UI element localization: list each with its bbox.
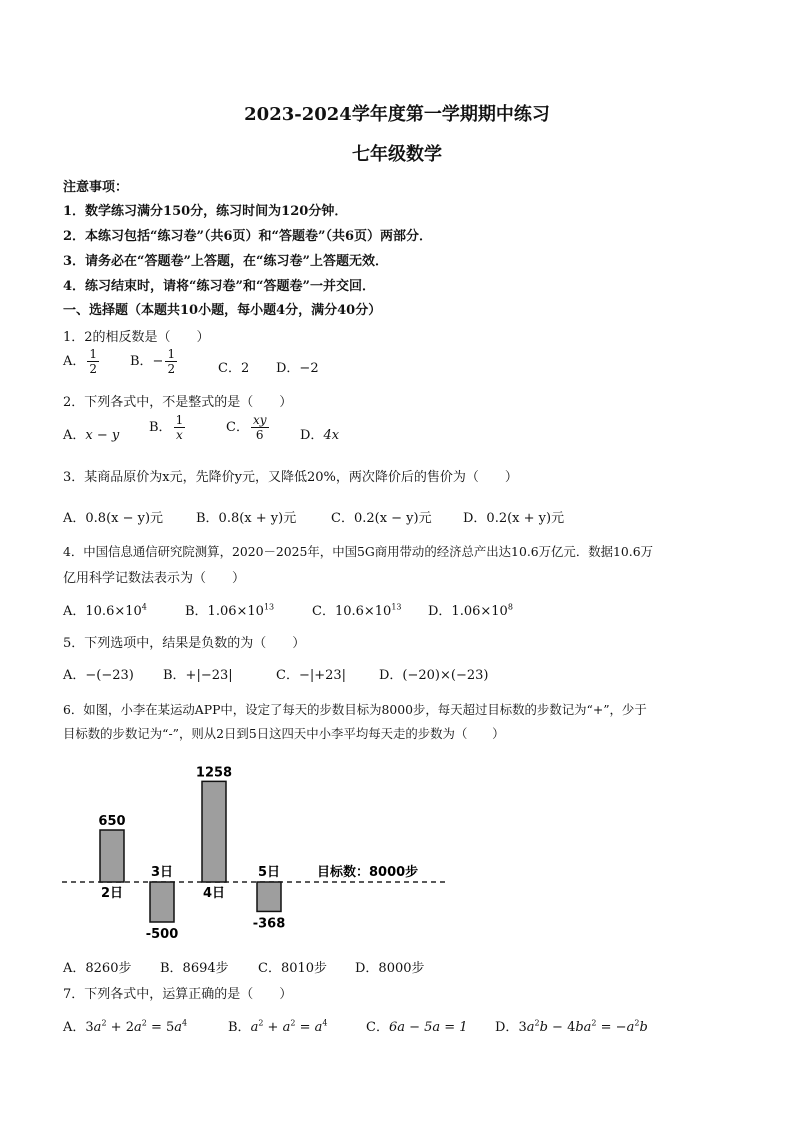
question-1-stem: 1．2的相反数是（ ） bbox=[63, 330, 210, 345]
numerator: 1 bbox=[167, 347, 176, 361]
question-3-stem: 3．某商品原价为x元，先降价y元，又降低20%，两次降价后的售价为（ ） bbox=[63, 470, 518, 485]
q7-option-b: B．$a^2 + a^2 = a^4$ bbox=[228, 1018, 328, 1035]
exponent: 13 bbox=[391, 602, 402, 612]
q4-option-b bbox=[185, 600, 274, 619]
q6-option-b: B．8694步 bbox=[160, 961, 229, 976]
bar-value-label: -500 bbox=[145, 927, 179, 942]
bar-category-label: 3日 bbox=[150, 865, 174, 880]
exponent: 8 bbox=[507, 602, 513, 612]
q3-option-b: B．0.8(x + y)元 bbox=[196, 511, 297, 526]
question-4-stem: 4．中国信息通信研究院测算，2020－2025年，中国5G商用带动的经济总产出达10.6万亿元．数据10.6万 bbox=[63, 544, 653, 559]
q4-option-d bbox=[428, 600, 513, 619]
q5-option-c: C．−|+23| bbox=[276, 668, 347, 683]
option-label: A． bbox=[63, 428, 86, 443]
q2-option-a bbox=[63, 424, 119, 443]
q6-option-a: A．8260步 bbox=[63, 961, 132, 976]
q1-option-c: C．2 bbox=[218, 361, 250, 376]
question-5-stem: 5．下列选项中，结果是负数的为（ ） bbox=[63, 636, 306, 651]
q7-option-a: A．$3a^2 + 2a^2 = 5a^4$ bbox=[63, 1018, 188, 1035]
notes-heading: 注意事项： bbox=[63, 180, 129, 195]
q1-option-b bbox=[130, 347, 179, 376]
option-label: D． bbox=[495, 1020, 519, 1035]
q7-option-d: D．$3a^2b - 4ba^2 = -a^2b$ bbox=[495, 1018, 648, 1035]
q3-option-d: D．0.2(x + y)元 bbox=[463, 511, 565, 526]
fraction bbox=[165, 347, 177, 376]
q6-option-c: C．8010步 bbox=[258, 961, 328, 976]
option-label: A． bbox=[63, 1020, 86, 1035]
bar-2 bbox=[150, 882, 174, 922]
option-base: B．1.06×10 bbox=[185, 604, 264, 619]
denominator: 6 bbox=[255, 428, 264, 442]
expression: x − y bbox=[85, 428, 120, 443]
fraction bbox=[174, 413, 186, 442]
q4-option-c bbox=[312, 600, 402, 619]
q4-option-a bbox=[63, 600, 147, 619]
question-7-stem: 7．下列各式中，运算正确的是（ ） bbox=[63, 987, 293, 1002]
note-item: 1．数学练习满分150分，练习时间为120分钟． bbox=[63, 204, 348, 219]
q5-option-d: D．(−20)×(−23) bbox=[379, 668, 489, 683]
q2-option-d bbox=[300, 424, 339, 443]
bar-value-label: -368 bbox=[252, 916, 286, 932]
denominator: x bbox=[175, 428, 183, 442]
option-label: C． bbox=[226, 420, 249, 435]
question-6-stem: 6．如图，小李在某运动APP中，设定了每天的步数目标为8000步，每天超过目标数的步数记为“+”，少于 bbox=[63, 702, 647, 717]
q5-option-a: A．−(−23) bbox=[63, 668, 134, 683]
bar-3 bbox=[202, 781, 226, 882]
page-subtitle: 七年级数学 bbox=[352, 144, 442, 165]
option-label: A． bbox=[63, 354, 86, 369]
numerator: 1 bbox=[175, 413, 184, 427]
note-item: 3．请务必在“答题卷”上答题，在“练习卷”上答题无效． bbox=[63, 254, 388, 269]
q5-option-b: B．+|−23| bbox=[163, 668, 233, 683]
step-chart bbox=[62, 762, 462, 947]
q2-option-c bbox=[226, 413, 271, 442]
fraction bbox=[251, 413, 269, 442]
option-base: D．1.06×10 bbox=[428, 604, 508, 619]
target-label: 目标数：8000步 bbox=[317, 865, 419, 880]
section-heading: 一、选择题（本题共10小题，每小题4分，满分40分） bbox=[63, 303, 382, 318]
question-4-stem-cont: 亿用科学记数法表示为（ ） bbox=[63, 571, 246, 586]
exponent: 13 bbox=[263, 602, 275, 612]
q3-option-c: C．0.2(x − y)元 bbox=[331, 511, 432, 526]
expression: 6a − 5a = 1 bbox=[388, 1020, 468, 1035]
bar-category-label: 2日 bbox=[100, 886, 124, 901]
option-label: B． bbox=[149, 420, 172, 435]
bar-1 bbox=[100, 830, 124, 882]
note-item: 4．练习结束时，请将“练习卷”和“答题卷”一并交回． bbox=[63, 279, 375, 294]
question-6-stem-cont: 目标数的步数记为“-”，则从2日到5日这四天中小李平均每天走的步数为（ ） bbox=[63, 726, 505, 741]
fraction bbox=[87, 347, 99, 376]
numerator: xy bbox=[252, 413, 267, 427]
denominator: 2 bbox=[89, 362, 98, 376]
q7-option-c bbox=[366, 1016, 468, 1035]
note-item: 2．本练习包括“练习卷”（共6页）和“答题卷”（共6页）两部分． bbox=[63, 229, 433, 244]
denominator: 2 bbox=[167, 362, 176, 376]
page-title: 2023-2024学年度第一学期期中练习 bbox=[244, 104, 550, 125]
question-2-stem: 2．下列各式中，不是整式的是（ ） bbox=[63, 395, 293, 410]
numerator: 1 bbox=[89, 347, 98, 361]
expression: 4x bbox=[323, 428, 340, 443]
option-base: A．10.6×10 bbox=[63, 604, 142, 619]
option-label: B． bbox=[228, 1020, 251, 1035]
option-label: D． bbox=[300, 428, 324, 443]
bar-value-label: 650 bbox=[98, 814, 126, 829]
q6-option-d: D．8000步 bbox=[355, 961, 425, 976]
option-label: B．− bbox=[130, 354, 164, 369]
bar-value-label: 1258 bbox=[195, 765, 233, 781]
bar-4 bbox=[257, 882, 281, 911]
bar-category-label: 4日 bbox=[202, 886, 226, 901]
option-base: C．10.6×10 bbox=[312, 604, 392, 619]
q1-option-a bbox=[63, 347, 101, 376]
q2-option-b bbox=[149, 413, 187, 442]
q3-option-a: A．0.8(x − y)元 bbox=[63, 511, 164, 526]
q1-option-d: D．−2 bbox=[276, 361, 319, 376]
option-label: C． bbox=[366, 1020, 389, 1035]
bar-category-label: 5日 bbox=[257, 865, 281, 880]
exponent: 4 bbox=[141, 602, 147, 612]
